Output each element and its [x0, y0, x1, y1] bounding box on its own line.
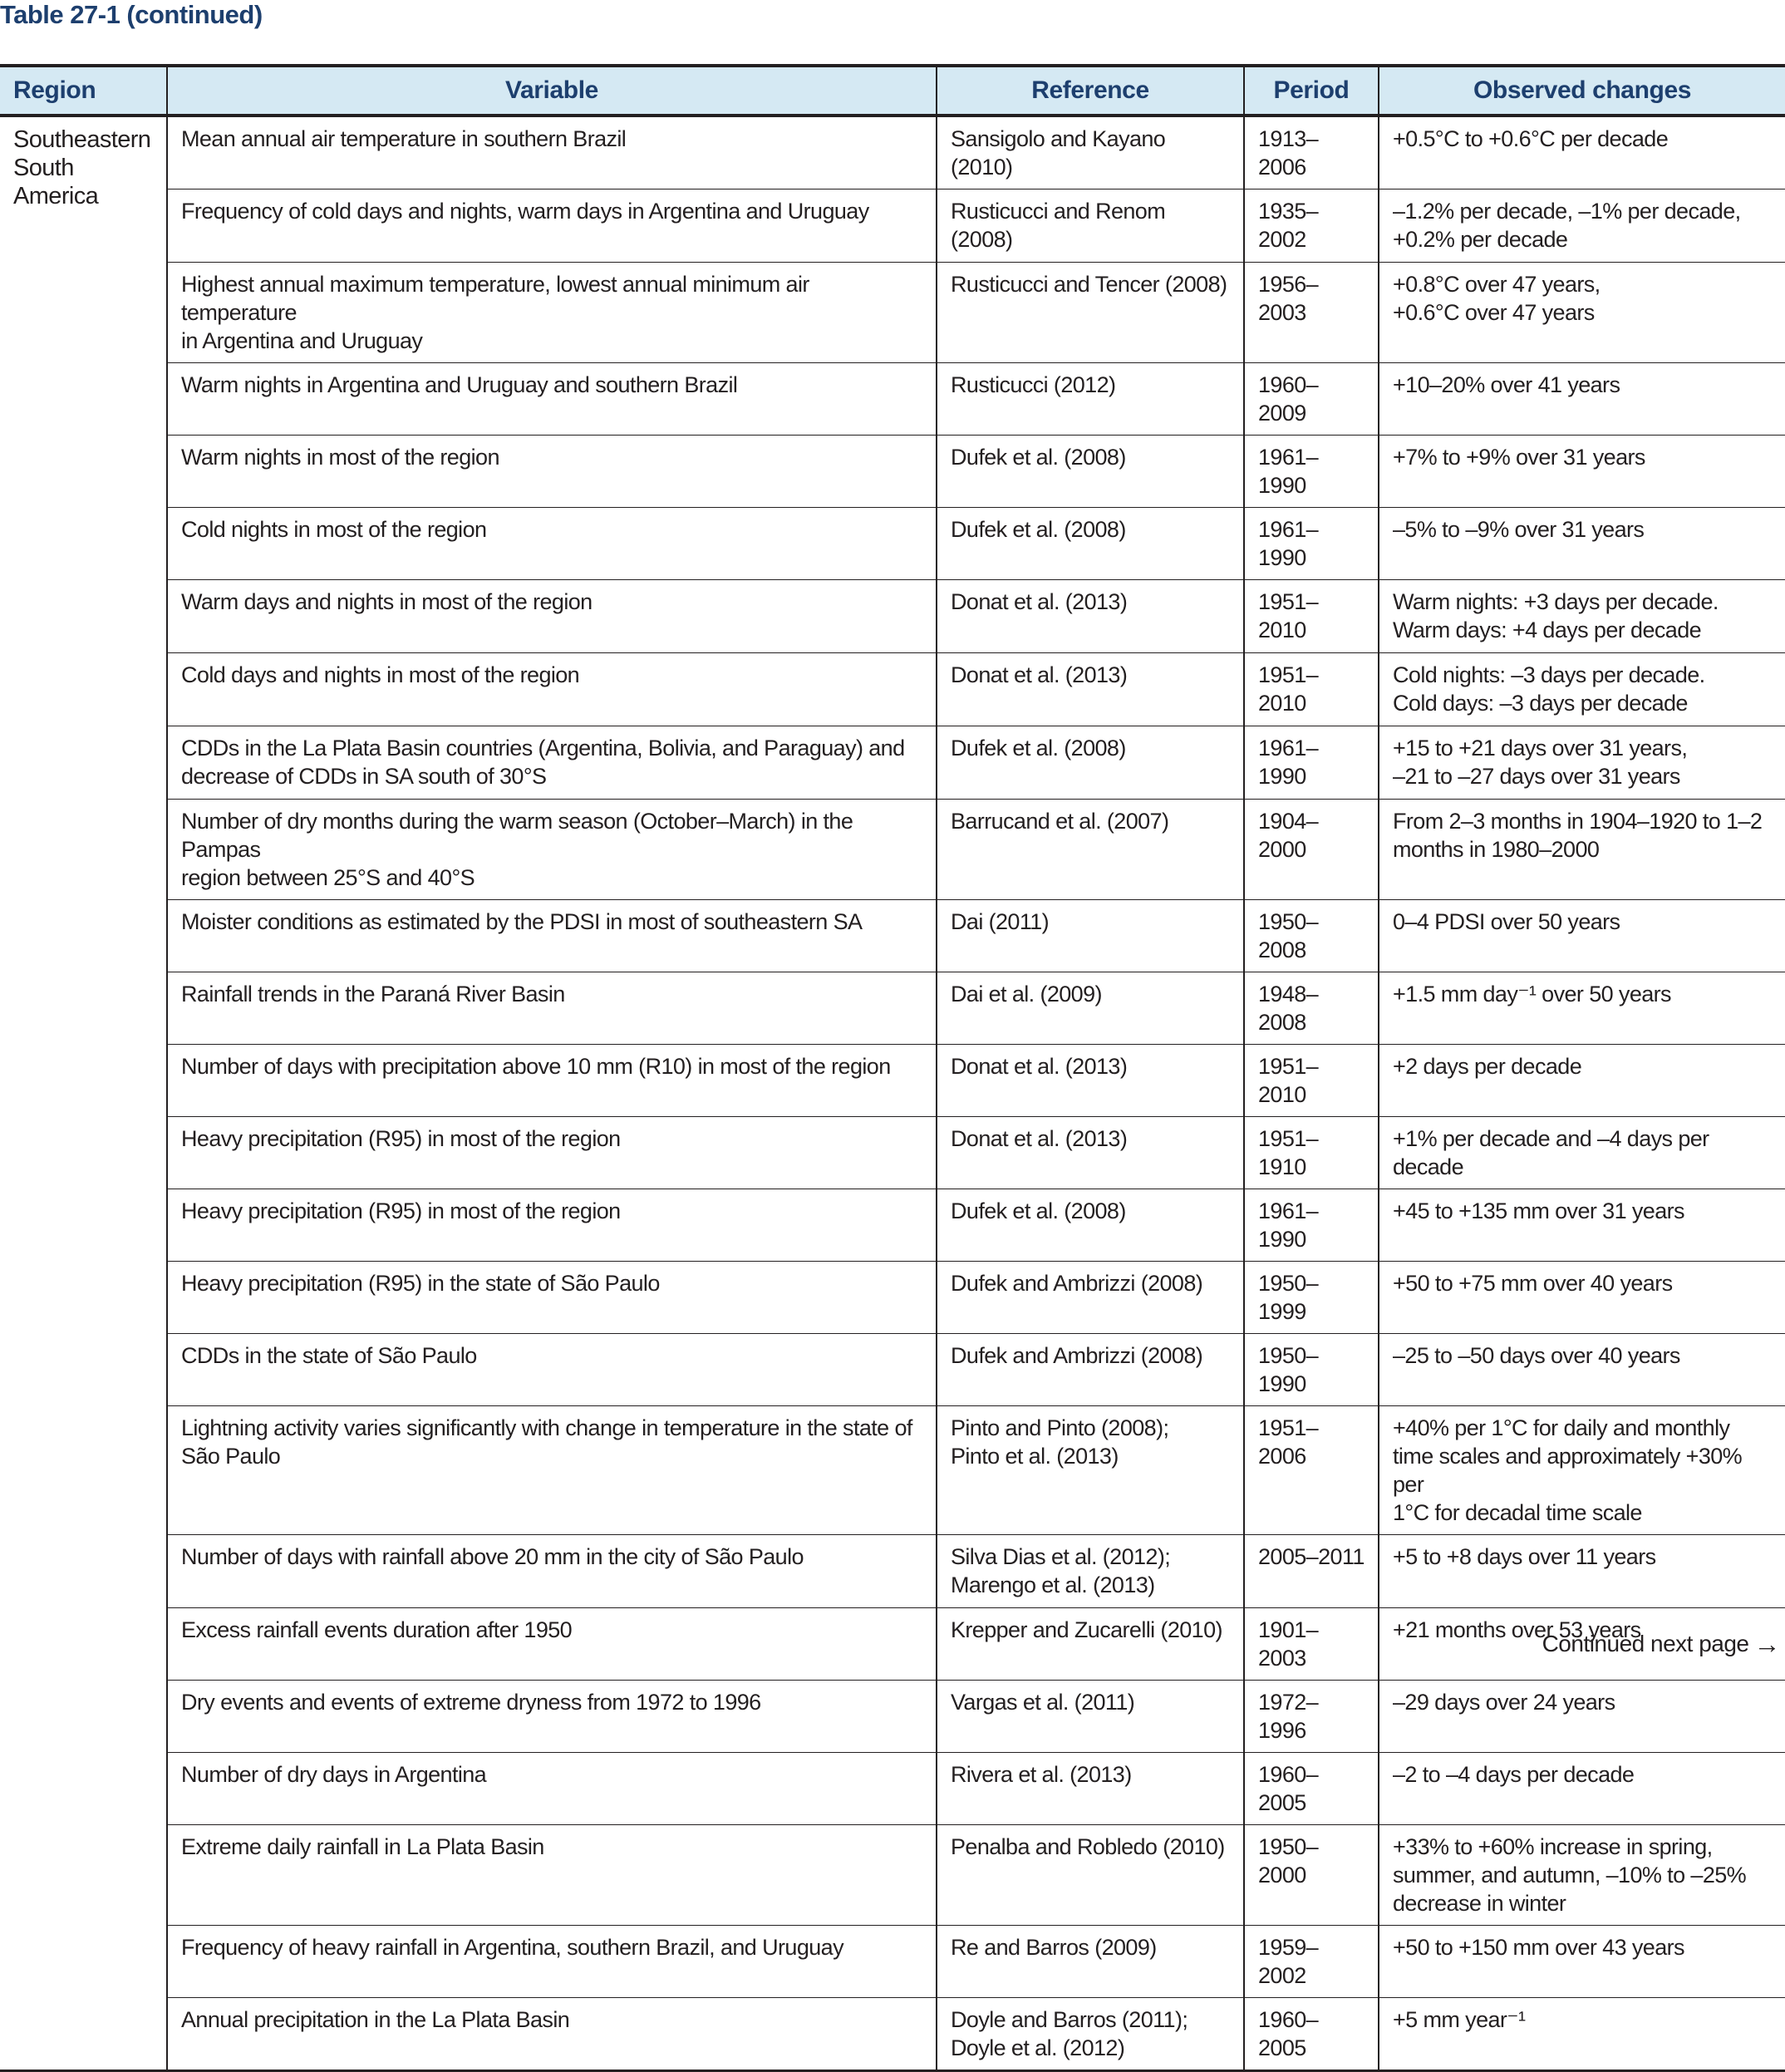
header-period: Period [1244, 66, 1379, 116]
variable-cell-line: Number of days with precipitation above 10 mm (R10) in most of the region [181, 1054, 891, 1079]
reference-cell-line: Dufek et al. (2008) [951, 736, 1126, 760]
table-row [0, 1045, 1785, 1117]
reference-cell-line: Penalba and Robledo (2010) [951, 1834, 1225, 1859]
table-row [0, 653, 1785, 726]
observed-changes-cell [1379, 1681, 1785, 1753]
observed-changes-cell [1379, 580, 1785, 653]
variable-cell [167, 800, 937, 900]
observed-changes-cell [1379, 1189, 1785, 1262]
reference-cell [937, 1334, 1244, 1406]
period-cell: 1951–1910 [1244, 1117, 1379, 1189]
reference-cell-line: Pinto and Pinto (2008); [951, 1415, 1169, 1440]
reference-cell [937, 436, 1244, 508]
observed-changes-cell [1379, 508, 1785, 580]
observed-changes-cell [1379, 1334, 1785, 1406]
reference-cell-line: Doyle and Barros (2011); [951, 2007, 1188, 2032]
period-cell: 1956–2003 [1244, 263, 1379, 363]
observed-changes-cell-line: +0.8°C over 47 years, [1393, 272, 1601, 297]
period-cell: 1913–2006 [1244, 116, 1379, 189]
continued-label: Continued next page [1542, 1631, 1749, 1656]
variable-cell [167, 1998, 937, 2071]
observed-changes-cell [1379, 653, 1785, 726]
observed-changes-cell-line: +5 to +8 days over 11 years [1393, 1544, 1656, 1569]
observed-changes-cell-line: +0.5°C to +0.6°C per decade [1393, 126, 1669, 151]
reference-cell-line: Donat et al. (2013) [951, 1126, 1128, 1151]
variable-cell-line: Heavy precipitation (R95) in most of the region [181, 1126, 621, 1151]
reference-cell-line: Silva Dias et al. (2012); [951, 1544, 1171, 1569]
observed-changes-cell [1379, 1753, 1785, 1825]
reference-cell [937, 900, 1244, 972]
reference-cell [937, 508, 1244, 580]
period-cell: 1961–1990 [1244, 508, 1379, 580]
period-cell: 1904–2000 [1244, 800, 1379, 900]
period-cell: 1951–2010 [1244, 653, 1379, 726]
observed-changes-cell-line: 0–4 PDSI over 50 years [1393, 909, 1620, 934]
observed-changes-cell-line: +50 to +150 mm over 43 years [1393, 1935, 1684, 1960]
variable-cell-line: Cold days and nights in most of the region [181, 662, 580, 687]
table-row [0, 1608, 1785, 1681]
period-cell: 1959–2002 [1244, 1926, 1379, 1998]
observed-changes-cell-line: From 2–3 months in 1904–1920 to 1–2 [1393, 809, 1763, 834]
observed-changes-cell-line: +1.5 mm day⁻¹ over 50 years [1393, 982, 1671, 1006]
reference-cell [937, 189, 1244, 263]
reference-cell-line: Pinto et al. (2013) [951, 1444, 1119, 1469]
observed-changes-cell-line: +15 to +21 days over 31 years, [1393, 736, 1688, 760]
variable-cell [167, 1334, 937, 1406]
table-row [0, 1753, 1785, 1825]
variable-cell [167, 1608, 937, 1681]
observed-changes-cell-line: +33% to +60% increase in spring, [1393, 1834, 1713, 1859]
table-caption: Table 27-1 (continued) [0, 0, 263, 29]
reference-cell-line: Rusticucci and Tencer (2008) [951, 272, 1227, 297]
period-cell: 1951–2006 [1244, 1406, 1379, 1535]
variable-cell-line: Moister conditions as estimated by the PDSI in most of southeastern SA [181, 909, 863, 934]
observed-changes-cell-line: –2 to –4 days per decade [1393, 1762, 1635, 1787]
variable-cell [167, 116, 937, 189]
region-line: Southeastern [13, 126, 151, 153]
table-row [0, 1926, 1785, 1998]
reference-cell-line: Dufek et al. (2008) [951, 445, 1126, 470]
reference-cell-line: Marengo et al. (2013) [951, 1572, 1155, 1597]
reference-cell [937, 800, 1244, 900]
observed-changes-cell-line: time scales and approximately +30% per [1393, 1444, 1743, 1497]
variable-cell-line: Number of days with rainfall above 20 mm in the city of São Paulo [181, 1544, 804, 1569]
reference-cell-line: Donat et al. (2013) [951, 662, 1128, 687]
variable-cell [167, 726, 937, 800]
observed-changes-cell-line: +10–20% over 41 years [1393, 372, 1620, 397]
variable-cell [167, 1045, 937, 1117]
reference-cell-line: Doyle et al. (2012) [951, 2035, 1125, 2060]
period-cell: 1951–2010 [1244, 1045, 1379, 1117]
observed-changes-cell-line: months in 1980–2000 [1393, 837, 1600, 862]
table-row [0, 1681, 1785, 1753]
period-cell: 1960–2005 [1244, 1998, 1379, 2071]
variable-cell-line: in Argentina and Uruguay [181, 328, 423, 353]
variable-cell-line: São Paulo [181, 1444, 281, 1469]
observed-changes-cell [1379, 1262, 1785, 1334]
reference-cell-line: Barrucand et al. (2007) [951, 809, 1169, 834]
table-row [0, 263, 1785, 363]
continued-next-page [1542, 1629, 1780, 1660]
observed-changes-cell [1379, 1998, 1785, 2071]
period-cell: 1951–2010 [1244, 580, 1379, 653]
reference-cell-line: Rivera et al. (2013) [951, 1762, 1132, 1787]
variable-cell [167, 1189, 937, 1262]
reference-cell [937, 1926, 1244, 1998]
reference-cell [937, 1825, 1244, 1926]
table-row [0, 900, 1785, 972]
reference-cell-line: Rusticucci (2012) [951, 372, 1116, 397]
variable-cell [167, 508, 937, 580]
observed-changes-cell [1379, 972, 1785, 1045]
reference-cell-line: Dai et al. (2009) [951, 982, 1102, 1006]
region-cell [0, 116, 167, 2071]
observed-changes-cell-line: +45 to +135 mm over 31 years [1393, 1198, 1684, 1223]
variable-cell [167, 436, 937, 508]
observed-changes-cell-line: –1.2% per decade, –1% per decade, [1393, 199, 1741, 224]
reference-cell-line: Dufek et al. (2008) [951, 1198, 1126, 1223]
reference-cell [937, 116, 1244, 189]
table-row [0, 1998, 1785, 2071]
table-row [0, 972, 1785, 1045]
observed-changes-cell-line: +2 days per decade [1393, 1054, 1582, 1079]
variable-cell [167, 189, 937, 263]
reference-cell-line: Vargas et al. (2011) [951, 1690, 1135, 1715]
variable-cell-line: Excess rainfall events duration after 1950 [181, 1617, 573, 1642]
observed-changes-cell [1379, 436, 1785, 508]
observed-changes-cell-line: –21 to –27 days over 31 years [1393, 764, 1680, 789]
variable-cell-line: Frequency of heavy rainfall in Argentina, southern Brazil, and Uruguay [181, 1935, 843, 1960]
period-cell: 2005–2011 [1244, 1535, 1379, 1608]
reference-cell-line: Krepper and Zucarelli (2010) [951, 1617, 1222, 1642]
table-row [0, 1262, 1785, 1334]
variable-cell-line: Heavy precipitation (R95) in the state of São Paulo [181, 1271, 660, 1296]
observed-changes-cell [1379, 363, 1785, 436]
observed-changes-cell [1379, 189, 1785, 263]
reference-cell-line: Dai (2011) [951, 909, 1050, 934]
reference-cell [937, 726, 1244, 800]
header-reference: Reference [937, 66, 1244, 116]
table-row [0, 580, 1785, 653]
table-row [0, 363, 1785, 436]
observed-changes-cell [1379, 1535, 1785, 1608]
variable-cell-line: Highest annual maximum temperature, lowest annual minimum air temperature [181, 272, 809, 325]
observed-changes-cell-line: Warm days: +4 days per decade [1393, 618, 1702, 642]
reference-cell [937, 1045, 1244, 1117]
variable-cell [167, 363, 937, 436]
arrow-right-icon: → [1753, 1629, 1780, 1659]
observed-changes-cell-line: decrease in winter [1393, 1891, 1566, 1916]
observed-changes-cell-line: Cold nights: –3 days per decade. [1393, 662, 1705, 687]
reference-cell [937, 972, 1244, 1045]
region-line: South [13, 155, 74, 181]
variable-cell-line: CDDs in the state of São Paulo [181, 1343, 477, 1368]
observed-changes-table [0, 64, 1785, 2072]
period-cell: 1950–1999 [1244, 1262, 1379, 1334]
table-row [0, 800, 1785, 900]
observed-changes-cell [1379, 1406, 1785, 1535]
variable-cell [167, 653, 937, 726]
variable-cell [167, 900, 937, 972]
observed-changes-cell-line: +1% per decade and –4 days per decade [1393, 1126, 1709, 1179]
reference-cell-line: Dufek and Ambrizzi (2008) [951, 1271, 1203, 1296]
header-region: Region [0, 66, 167, 116]
header-observed-changes: Observed changes [1379, 66, 1785, 116]
reference-cell [937, 1753, 1244, 1825]
variable-cell-line: Warm days and nights in most of the region [181, 589, 593, 614]
observed-changes-cell [1379, 1117, 1785, 1189]
header-row [0, 66, 1785, 116]
variable-cell-line: Heavy precipitation (R95) in most of the region [181, 1198, 621, 1223]
observed-changes-cell-line: Warm nights: +3 days per decade. [1393, 589, 1719, 614]
period-cell: 1950–2008 [1244, 900, 1379, 972]
observed-changes-cell [1379, 116, 1785, 189]
variable-cell-line: Number of dry days in Argentina [181, 1762, 487, 1787]
variable-cell-line: Rainfall trends in the Paraná River Basin [181, 982, 565, 1006]
reference-cell [937, 1535, 1244, 1608]
table-row [0, 1189, 1785, 1262]
variable-cell-line: Dry events and events of extreme dryness from 1972 to 1996 [181, 1690, 761, 1715]
variable-cell [167, 1535, 937, 1608]
table-row [0, 1825, 1785, 1926]
variable-cell [167, 1926, 937, 1998]
observed-changes-cell-line: –25 to –50 days over 40 years [1393, 1343, 1680, 1368]
observed-changes-cell-line: +21 months over 53 years [1393, 1617, 1641, 1642]
observed-changes-cell-line: –5% to –9% over 31 years [1393, 517, 1645, 542]
reference-cell [937, 1608, 1244, 1681]
observed-changes-cell-line: +0.6°C over 47 years [1393, 300, 1595, 325]
period-cell: 1972–1996 [1244, 1681, 1379, 1753]
observed-changes-cell [1379, 1926, 1785, 1998]
observed-changes-cell-line: +40% per 1°C for daily and monthly [1393, 1415, 1730, 1440]
period-cell: 1950–2000 [1244, 1825, 1379, 1926]
period-cell: 1961–1990 [1244, 1189, 1379, 1262]
variable-cell [167, 263, 937, 363]
reference-cell [937, 1117, 1244, 1189]
variable-cell [167, 1825, 937, 1926]
reference-cell [937, 263, 1244, 363]
variable-cell-line: CDDs in the La Plata Basin countries (Argentina, Bolivia, and Paraguay) and [181, 736, 905, 760]
period-cell: 1948–2008 [1244, 972, 1379, 1045]
observed-changes-cell-line: +50 to +75 mm over 40 years [1393, 1271, 1673, 1296]
period-cell: 1960–2009 [1244, 363, 1379, 436]
variable-cell [167, 1117, 937, 1189]
observed-changes-cell [1379, 800, 1785, 900]
observed-changes-cell [1379, 1825, 1785, 1926]
variable-cell [167, 1262, 937, 1334]
variable-cell-line: Annual precipitation in the La Plata Basin [181, 2007, 570, 2032]
variable-cell-line: decrease of CDDs in SA south of 30°S [181, 764, 547, 789]
table-row [0, 1535, 1785, 1608]
observed-changes-cell [1379, 726, 1785, 800]
observed-changes-cell-line: +5 mm year⁻¹ [1393, 2007, 1526, 2032]
reference-cell [937, 1998, 1244, 2071]
reference-cell [937, 1262, 1244, 1334]
observed-changes-cell-line: summer, and autumn, –10% to –25% [1393, 1863, 1747, 1887]
reference-cell-line: Rusticucci and Renom (2008) [951, 199, 1166, 252]
table-row [0, 1406, 1785, 1535]
table-row [0, 116, 1785, 189]
period-cell: 1935–2002 [1244, 189, 1379, 263]
observed-changes-cell-line: +7% to +9% over 31 years [1393, 445, 1645, 470]
variable-cell-line: Warm nights in most of the region [181, 445, 499, 470]
observed-changes-cell-line: Cold days: –3 days per decade [1393, 691, 1688, 716]
variable-cell [167, 1406, 937, 1535]
region-line: America [13, 183, 99, 209]
reference-cell [937, 1681, 1244, 1753]
observed-changes-cell-line: +0.2% per decade [1393, 227, 1568, 252]
period-cell: 1950–1990 [1244, 1334, 1379, 1406]
period-cell: 1961–1990 [1244, 726, 1379, 800]
variable-cell-line: Warm nights in Argentina and Uruguay and southern Brazil [181, 372, 738, 397]
reference-cell-line: Donat et al. (2013) [951, 589, 1128, 614]
observed-changes-cell [1379, 900, 1785, 972]
reference-cell [937, 1406, 1244, 1535]
table-row [0, 436, 1785, 508]
variable-cell-line: Number of dry months during the warm season (October–March) in the Pampas [181, 809, 853, 862]
period-cell: 1960–2005 [1244, 1753, 1379, 1825]
variable-cell [167, 972, 937, 1045]
observed-changes-cell-line: –29 days over 24 years [1393, 1690, 1615, 1715]
variable-cell [167, 1681, 937, 1753]
period-cell: 1901–2003 [1244, 1608, 1379, 1681]
table-row [0, 726, 1785, 800]
period-cell: 1961–1990 [1244, 436, 1379, 508]
reference-cell-line: Dufek et al. (2008) [951, 517, 1126, 542]
observed-changes-cell [1379, 263, 1785, 363]
reference-cell-line: Re and Barros (2009) [951, 1935, 1157, 1960]
variable-cell [167, 1753, 937, 1825]
table-row [0, 189, 1785, 263]
header-variable: Variable [167, 66, 937, 116]
reference-cell-line: Dufek and Ambrizzi (2008) [951, 1343, 1203, 1368]
reference-cell [937, 1189, 1244, 1262]
reference-cell [937, 363, 1244, 436]
variable-cell-line: Extreme daily rainfall in La Plata Basin [181, 1834, 544, 1859]
table-row [0, 1117, 1785, 1189]
variable-cell-line: Cold nights in most of the region [181, 517, 487, 542]
table-row [0, 1334, 1785, 1406]
observed-changes-cell [1379, 1045, 1785, 1117]
table-row [0, 508, 1785, 580]
variable-cell-line: Lightning activity varies significantly with change in temperature in the state of [181, 1415, 912, 1440]
reference-cell [937, 580, 1244, 653]
variable-cell-line: Frequency of cold days and nights, warm days in Argentina and Uruguay [181, 199, 869, 224]
variable-cell-line: region between 25°S and 40°S [181, 865, 475, 890]
reference-cell [937, 653, 1244, 726]
reference-cell-line: Sansigolo and Kayano (2010) [951, 126, 1166, 180]
variable-cell-line: Mean annual air temperature in southern Brazil [181, 126, 627, 151]
variable-cell [167, 580, 937, 653]
reference-cell-line: Donat et al. (2013) [951, 1054, 1128, 1079]
observed-changes-cell-line: 1°C for decadal time scale [1393, 1500, 1642, 1525]
